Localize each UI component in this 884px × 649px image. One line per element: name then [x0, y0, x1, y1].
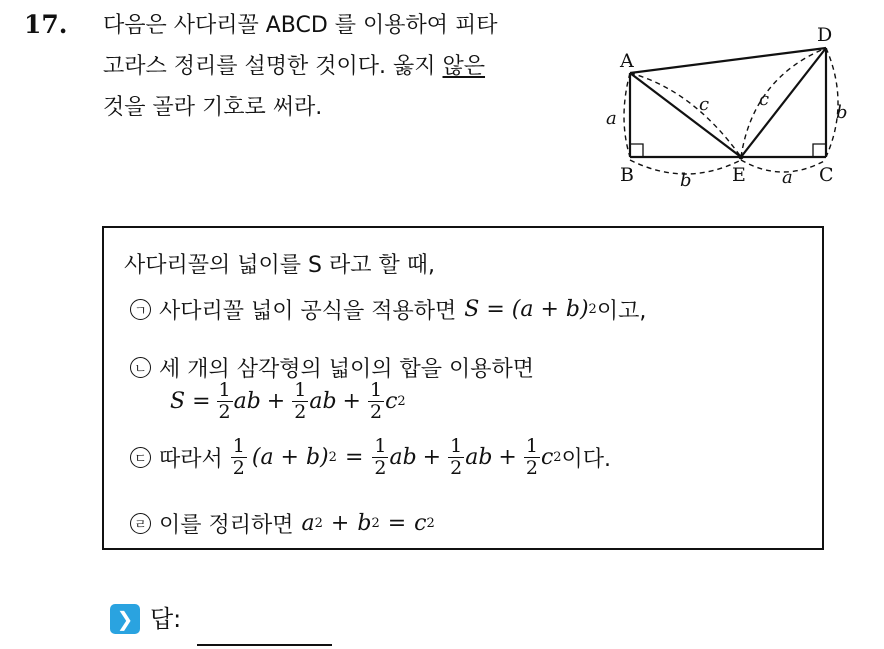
- question-line-2: [103, 53, 485, 81]
- point-B: B: [620, 164, 634, 186]
- answer-label: 답:: [150, 605, 182, 633]
- box-intro: 사다리꼴의 넓이를 S 라고 할 때,: [124, 253, 435, 278]
- term-a: a: [301, 511, 315, 536]
- marker-4: ㄹ: [130, 513, 151, 534]
- answer-blank[interactable]: [197, 604, 332, 646]
- point-D: D: [817, 24, 833, 46]
- point-A: A: [620, 50, 634, 72]
- term-ab: ab: [465, 445, 493, 470]
- marker-3: ㄷ: [130, 447, 151, 468]
- step-4: [130, 508, 435, 539]
- equals-sign: =: [387, 511, 407, 536]
- label-c-right: c: [759, 89, 770, 110]
- plus-sign: +: [498, 445, 517, 470]
- label-b-right: b: [836, 102, 848, 123]
- step-4-text: 이를 정리하면: [159, 513, 294, 538]
- marker-2: ㄴ: [130, 357, 151, 378]
- term-ab: ab: [389, 445, 417, 470]
- step-1-formula: S = (a + b): [464, 297, 589, 322]
- question-line-3: 것을 골라 기호로 써라.: [103, 95, 323, 120]
- plus-sign: +: [342, 389, 361, 414]
- exp-2: 2: [328, 450, 337, 465]
- plus-sign: +: [330, 511, 350, 536]
- term-c: c: [540, 445, 554, 470]
- exp-2: 2: [553, 450, 562, 465]
- fraction-half: $\frac{1}{2}$: [374, 435, 387, 479]
- step-2-text: 세 개의 삼각형의 넓이의 합을 이용하면: [159, 357, 534, 382]
- point-C: C: [819, 164, 834, 186]
- question-number: 17.: [24, 10, 68, 39]
- exp-2: 2: [371, 516, 380, 531]
- step-3-text: 따라서: [159, 447, 223, 472]
- term-ab: ab: [309, 389, 337, 414]
- label-c-left: c: [699, 94, 710, 115]
- fraction-half: $\frac{1}{2}$: [450, 435, 463, 479]
- exp-2: 2: [426, 516, 435, 531]
- step-1-exp: 2: [588, 302, 597, 317]
- label-b-bottom: b: [680, 170, 692, 191]
- answer-row: [110, 604, 332, 646]
- step-2: [130, 352, 534, 383]
- question-line-1: 다음은 사다리꼴 ABCD 를 이용하여 피타: [103, 13, 498, 38]
- term-c: c: [414, 511, 427, 536]
- step-1-tail: 이고,: [596, 299, 647, 324]
- explanation-box: [102, 226, 824, 550]
- point-E: E: [732, 164, 746, 186]
- step-1: [130, 294, 646, 325]
- marker-1: ㄱ: [130, 299, 151, 320]
- fraction-half: $\frac{1}{2}$: [294, 379, 307, 423]
- term-ab: ab: [233, 389, 261, 414]
- term-b: b: [357, 511, 372, 536]
- step-3-tail: 이다.: [561, 447, 612, 472]
- fraction-half: $\frac{1}{2}$: [232, 435, 245, 479]
- term-a-plus-b: (a + b): [251, 445, 329, 470]
- step-2-formula: [170, 380, 406, 423]
- fraction-half: $\frac{1}{2}$: [369, 379, 383, 423]
- chevron-right-icon: ❯: [110, 604, 140, 634]
- exp-2: 2: [397, 394, 406, 409]
- step-3: [130, 436, 611, 479]
- plus-sign: +: [266, 389, 286, 414]
- term-c: c: [385, 389, 398, 414]
- formula-S-eq: S =: [170, 389, 211, 414]
- fraction-half: $\frac{1}{2}$: [525, 435, 538, 479]
- label-a-bottom: a: [782, 167, 793, 188]
- equals-sign: =: [344, 445, 364, 470]
- trapezoid-figure: [598, 18, 870, 194]
- plus-sign: +: [422, 445, 442, 470]
- label-a-left: a: [606, 108, 617, 129]
- exp-2: 2: [314, 516, 323, 531]
- question-line-2-text: 고라스 정리를 설명한 것이다. 옳지: [103, 54, 443, 79]
- fraction-half: $\frac{1}{2}$: [218, 379, 231, 423]
- step-1-text: 사다리꼴 넓이 공식을 적용하면: [159, 299, 457, 324]
- question-emphasis: 않은: [442, 54, 486, 79]
